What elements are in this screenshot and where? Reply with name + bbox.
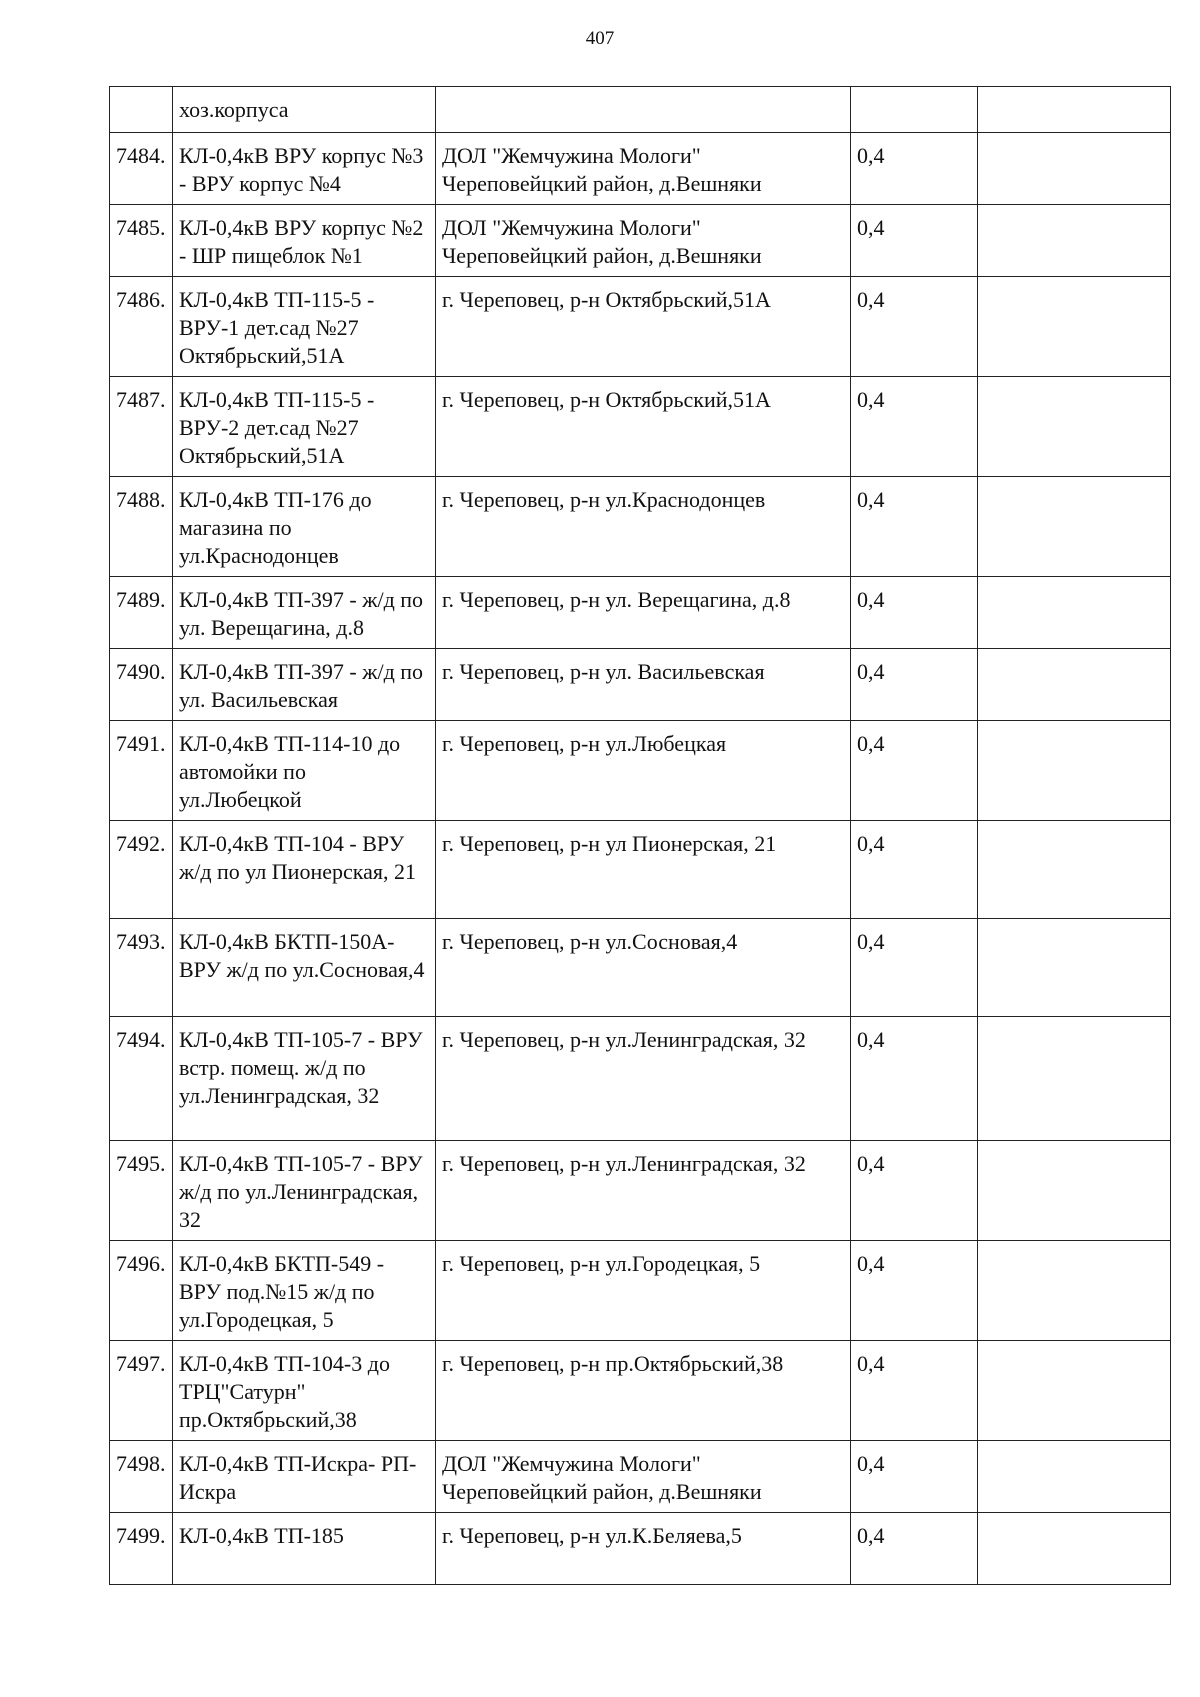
table-row (110, 477, 1171, 577)
table-row (110, 577, 1171, 649)
voltage-value: 0,4 (851, 649, 978, 721)
cable-line-name: КЛ-0,4кВ БКТП-150А- ВРУ ж/д по ул.Сосновая,4 (173, 919, 436, 1017)
cable-line-name: КЛ-0,4кВ ТП-114-10 до автомойки по ул.Любецкой (173, 721, 436, 821)
notes-cell (978, 1513, 1171, 1585)
row-number: 7492. (110, 821, 173, 919)
location-address: г. Череповец, р-н Октябрьский,51А (436, 277, 851, 377)
table-row (110, 133, 1171, 205)
notes-cell (978, 721, 1171, 821)
cable-line-name: КЛ-0,4кВ ТП-185 (173, 1513, 436, 1585)
table-row (110, 721, 1171, 821)
table-row (110, 1017, 1171, 1141)
location-address: ДОЛ "Жемчужина Мологи" Череповейцкий район, д.Вешняки (436, 205, 851, 277)
location-address: ДОЛ "Жемчужина Мологи" Череповейцкий район, д.Вешняки (436, 1441, 851, 1513)
voltage-value: 0,4 (851, 721, 978, 821)
table-row (110, 1241, 1171, 1341)
notes-cell (978, 1017, 1171, 1141)
table-row (110, 649, 1171, 721)
row-number: 7490. (110, 649, 173, 721)
row-number: 7487. (110, 377, 173, 477)
notes-cell (978, 577, 1171, 649)
page-number: 407 (585, 28, 615, 49)
voltage-value: 0,4 (851, 133, 978, 205)
voltage-value: 0,4 (851, 1441, 978, 1513)
cable-line-name: хоз.корпуса (173, 87, 436, 133)
table-row (110, 1141, 1171, 1241)
cable-line-name: КЛ-0,4кВ ТП-115-5 - ВРУ-2 дет.сад №27 Октябрьский,51А (173, 377, 436, 477)
voltage-value: 0,4 (851, 821, 978, 919)
row-number: 7495. (110, 1141, 173, 1241)
row-number: 7497. (110, 1341, 173, 1441)
table-row (110, 919, 1171, 1017)
notes-cell (978, 205, 1171, 277)
cable-line-name: КЛ-0,4кВ ТП-397 - ж/д по ул. Васильевская (173, 649, 436, 721)
registry-table-body (110, 87, 1171, 1585)
voltage-value: 0,4 (851, 1341, 978, 1441)
notes-cell (978, 277, 1171, 377)
voltage-value: 0,4 (851, 1241, 978, 1341)
row-number: 7486. (110, 277, 173, 377)
notes-cell (978, 133, 1171, 205)
voltage-value: 0,4 (851, 1017, 978, 1141)
table-row (110, 205, 1171, 277)
voltage-value: 0,4 (851, 1513, 978, 1585)
location-address: г. Череповец, р-н ул.Ленинградская, 32 (436, 1141, 851, 1241)
location-address: г. Череповец, р-н ул.Городецкая, 5 (436, 1241, 851, 1341)
row-number: 7493. (110, 919, 173, 1017)
voltage-value: 0,4 (851, 577, 978, 649)
location-address: г. Череповец, р-н ул.Любецкая (436, 721, 851, 821)
row-number (110, 87, 173, 133)
notes-cell (978, 1241, 1171, 1341)
row-number: 7485. (110, 205, 173, 277)
notes-cell (978, 1441, 1171, 1513)
row-number: 7484. (110, 133, 173, 205)
cable-line-name: КЛ-0,4кВ ТП-104-3 до ТРЦ"Сатурн" пр.Октябрьский,38 (173, 1341, 436, 1441)
voltage-value: 0,4 (851, 277, 978, 377)
cable-line-name: КЛ-0,4кВ ТП-397 - ж/д по ул. Верещагина, д.8 (173, 577, 436, 649)
row-number: 7494. (110, 1017, 173, 1141)
table-row (110, 821, 1171, 919)
notes-cell (978, 919, 1171, 1017)
location-address: г. Череповец, р-н ул. Верещагина, д.8 (436, 577, 851, 649)
cable-line-name: КЛ-0,4кВ ТП-Искра- РП-Искра (173, 1441, 436, 1513)
notes-cell (978, 821, 1171, 919)
cable-line-name: КЛ-0,4кВ ТП-115-5 - ВРУ-1 дет.сад №27 Октябрьский,51А (173, 277, 436, 377)
notes-cell (978, 87, 1171, 133)
cable-line-name: КЛ-0,4кВ ВРУ корпус №3 - ВРУ корпус №4 (173, 133, 436, 205)
registry-table (109, 86, 1171, 1585)
row-number: 7489. (110, 577, 173, 649)
cable-line-name: КЛ-0,4кВ ВРУ корпус №2 - ШР пищеблок №1 (173, 205, 436, 277)
cable-line-name: КЛ-0,4кВ ТП-105-7 - ВРУ ж/д по ул.Ленинградская, 32 (173, 1141, 436, 1241)
row-number: 7496. (110, 1241, 173, 1341)
notes-cell (978, 649, 1171, 721)
row-number: 7488. (110, 477, 173, 577)
cable-line-name: КЛ-0,4кВ ТП-105-7 - ВРУ встр. помещ. ж/д по ул.Ленинградская, 32 (173, 1017, 436, 1141)
table-row (110, 1513, 1171, 1585)
voltage-value: 0,4 (851, 1141, 978, 1241)
voltage-value: 0,4 (851, 477, 978, 577)
notes-cell (978, 377, 1171, 477)
row-number: 7498. (110, 1441, 173, 1513)
voltage-value: 0,4 (851, 919, 978, 1017)
location-address: г. Череповец, р-н Октябрьский,51А (436, 377, 851, 477)
table-row (110, 1341, 1171, 1441)
table-row (110, 377, 1171, 477)
location-address: г. Череповец, р-н ул. Васильевская (436, 649, 851, 721)
location-address: г. Череповец, р-н пр.Октябрьский,38 (436, 1341, 851, 1441)
location-address (436, 87, 851, 133)
cable-line-name: КЛ-0,4кВ ТП-104 - ВРУ ж/д по ул Пионерская, 21 (173, 821, 436, 919)
table-row (110, 1441, 1171, 1513)
location-address: г. Череповец, р-н ул.Сосновая,4 (436, 919, 851, 1017)
location-address: г. Череповец, р-н ул.К.Беляева,5 (436, 1513, 851, 1585)
row-number: 7491. (110, 721, 173, 821)
location-address: ДОЛ "Жемчужина Мологи" Череповейцкий район, д.Вешняки (436, 133, 851, 205)
cable-line-name: КЛ-0,4кВ БКТП-549 - ВРУ под.№15 ж/д по ул.Городецкая, 5 (173, 1241, 436, 1341)
cable-line-name: КЛ-0,4кВ ТП-176 до магазина по ул.Краснодонцев (173, 477, 436, 577)
location-address: г. Череповец, р-н ул.Краснодонцев (436, 477, 851, 577)
voltage-value: 0,4 (851, 205, 978, 277)
row-number: 7499. (110, 1513, 173, 1585)
voltage-value (851, 87, 978, 133)
voltage-value: 0,4 (851, 377, 978, 477)
table-row (110, 87, 1171, 133)
notes-cell (978, 1141, 1171, 1241)
notes-cell (978, 477, 1171, 577)
location-address: г. Череповец, р-н ул Пионерская, 21 (436, 821, 851, 919)
table-row (110, 277, 1171, 377)
location-address: г. Череповец, р-н ул.Ленинградская, 32 (436, 1017, 851, 1141)
notes-cell (978, 1341, 1171, 1441)
